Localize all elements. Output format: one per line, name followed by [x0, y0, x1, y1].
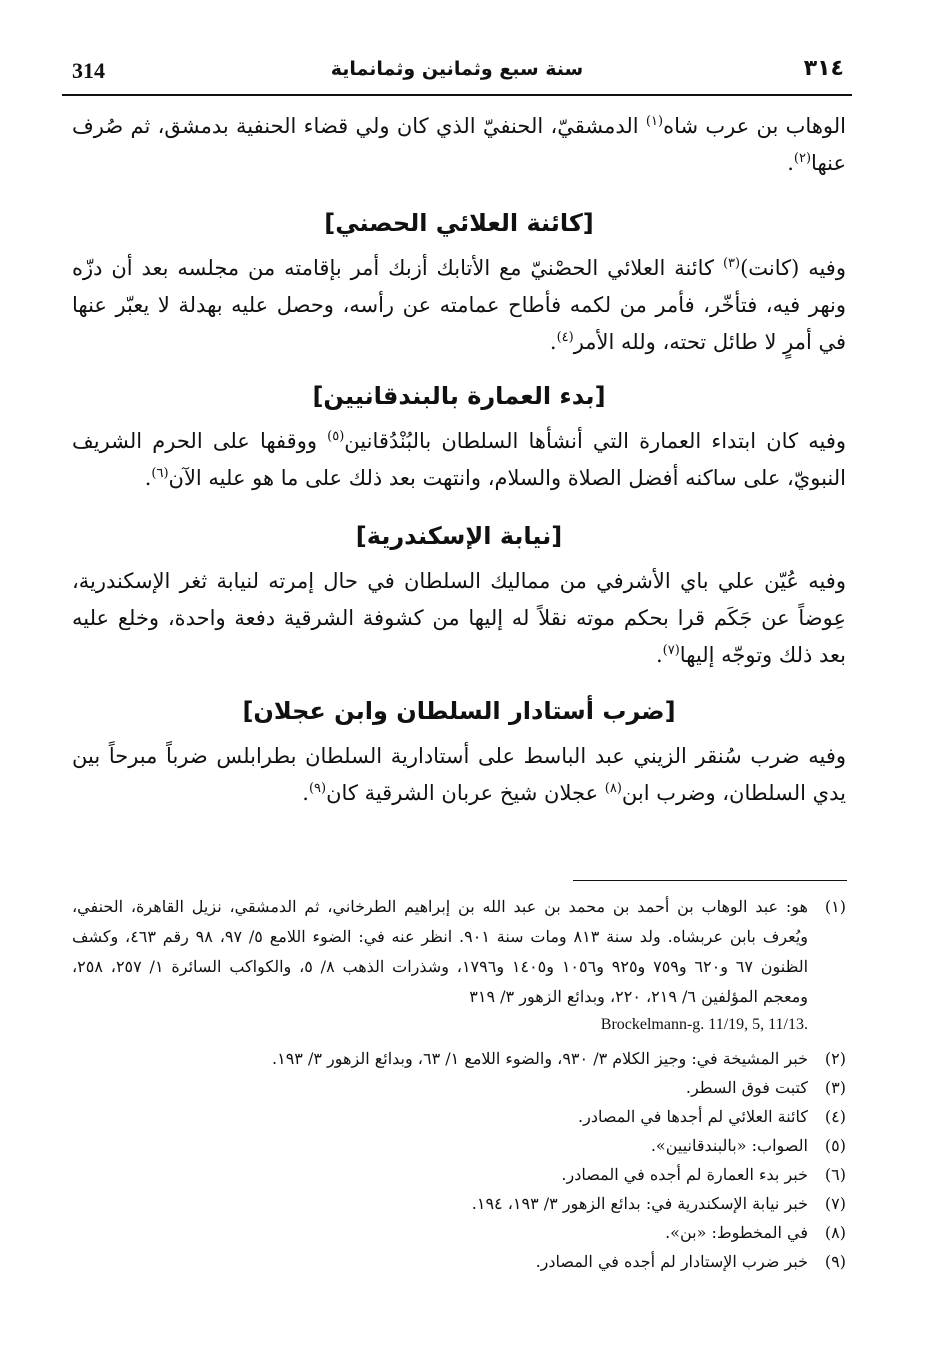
- footnote-number: (٥): [824, 1136, 846, 1155]
- footnote-ref-4: (٤): [556, 330, 574, 345]
- footnote-text: كائنة العلائي لم أجدها في المصادر.: [578, 1107, 808, 1126]
- footnote-item: [72, 1073, 846, 1102]
- section-heading-ustadar: [ضرب أستادار السلطان وابن عجلان]: [242, 697, 676, 725]
- footnote-number: (٢): [824, 1049, 846, 1068]
- footnote-text: كتبت فوق السطر.: [685, 1078, 808, 1097]
- footnote-ref-2: (٢): [793, 151, 812, 166]
- paragraph-5: وفيه ضرب سُنقر الزيني عبد الباسط على أستادارية السلطان بطرابلس ضرباً مبرحاً بين يدي السلطان، وضرب ابن$^{(٨)}$ عجلان شيخ عربان الشرقية كان$^{(٩)}$.: [72, 744, 846, 805]
- footnote-latin-reference: Brockelmann-g. 11/19, 5, 11/13.: [600, 1016, 808, 1033]
- section-heading-iskandariya: [نيابة الإسكندرية]: [355, 522, 563, 550]
- page-header: [62, 50, 852, 96]
- paragraph-4: وفيه عُيّن علي باي الأشرفي من مماليك السلطان في حال إمرته لنيابة ثغر الإسكندرية، عِوضاً عن جَكَم قرا بحكم موته نقلاً له إليها من كشوفة الشرقية دفعة واحدة، وخلع عليه بعد ذلك وتوجّه إليها$^{(٧)}$.: [72, 569, 846, 667]
- footnote-number: (٧): [824, 1194, 846, 1213]
- paragraph-1: الوهاب بن عرب شاه$^{(١)}$ الدمشقيّ، الحنفيّ الذي كان ولي قضاء الحنفية بدمشق، ثم صُرف عنها$^{(٢)}$.: [72, 114, 846, 175]
- main-text: [72, 104, 846, 812]
- footnote-ref-7: (٧): [662, 643, 680, 658]
- footnote-text: خبر نيابة الإسكندرية في: بدائع الزهور ٣/ ١٩٣، ١٩٤.: [471, 1194, 808, 1213]
- footnote-item: [72, 1044, 846, 1073]
- footnote-number: (٩): [824, 1252, 846, 1271]
- footnote-text: خبر ضرب الإستادار لم أجده في المصادر.: [535, 1252, 808, 1271]
- footnote-number: (٤): [824, 1107, 846, 1126]
- footnote-ref-8: (٨): [604, 781, 622, 796]
- footnote-text: في المخطوط: «بن».: [665, 1223, 808, 1242]
- running-title: سنة سبع وثمانين وثمانماية: [330, 58, 584, 80]
- footnote-text: خبر المشيخة في: وجيز الكلام ٣/ ٩٣٠، والضوء اللامع ١/ ٦٣، وبدائع الزهور ٣/ ١٩٣.: [272, 1049, 808, 1068]
- footnote-item: [72, 1160, 846, 1189]
- footnote-ref-5: (٥): [327, 429, 345, 444]
- footnote-item: [72, 892, 846, 1012]
- footnote-number: (٣): [824, 1078, 846, 1097]
- page-number-latin: 314: [72, 58, 105, 83]
- section-heading-imara: [بدء العمارة بالبندقانيين]: [312, 382, 606, 410]
- footnote-item: [72, 1247, 846, 1276]
- footnote-number: (١): [824, 897, 846, 916]
- paragraph-2: وفيه (كانت)$^{(٣)}$ كائنة العلائي الحصْنيّ مع الأتابك أزبك أمر بإقامته من مجلسه بعد أن دزّه ونهر فيه، فتأخّر، فأمر من لكمه فأطاح عمامته عن رأسه، وحصل عليه بهدلة لا يعبّر عنها في أمرٍ لا طائل تحته، ولله الأمر$^{(٤)}$.: [72, 256, 846, 354]
- footnote-number: (٦): [824, 1165, 846, 1184]
- footnote-text: هو: عبد الوهاب بن أحمد بن محمد بن عبد الله بن إبراهيم الطرخاني، ثم الدمشقي، نزيل القاهرة، الحنفي، ويُعرف بابن عربشاه. ولد سنة ٨١٣ ومات سنة ٩٠١. انظر عنه في: الضوء اللامع ٥/ ٩٧، ٩٨ رقم ٤٦٣، وكشف الظنون ٦٧ و٦٢٠ و٧٥٩ و٩٢٥ و١٠٥٦ و١٤٠٥ و١٧٩٦، وشذرات الذهب ٨/ ٥، والكواكب السائرة ١/ ٢٥٧، ٢٥٨، ومعجم المؤلفين ٦/ ٢١٩، ٢٢٠، وبدائع الزهور ٣/ ٣١٩: [72, 897, 809, 1006]
- footnote-item: [72, 1131, 846, 1160]
- footnote-item: [72, 1218, 846, 1247]
- footnote-ref-9: (٩): [308, 781, 327, 796]
- footnote-ref-6: (٦): [151, 466, 169, 481]
- section-heading-alai-hisni: [كائنة العلائي الحصني]: [324, 209, 594, 237]
- page-number-arabic: ٣١٤: [803, 56, 844, 81]
- paragraph-3: وفيه كان ابتداء العمارة التي أنشأها السلطان بالبُنْدُقانين$^{(٥)}$ ووقفها على الحرم الشريف النبويّ، على ساكنه أفضل الصلاة والسلام، وانتهت بعد ذلك على ما هو عليه الآن$^{(٦)}$.: [72, 429, 846, 490]
- footnote-separator: [573, 880, 847, 881]
- footnote-number: (٨): [824, 1223, 846, 1242]
- footnote-ref-3: (٣): [722, 256, 741, 271]
- footnotes: [72, 892, 846, 1276]
- footnote-text: خبر بدء العمارة لم أجده في المصادر.: [561, 1165, 808, 1184]
- footnote-ref-1: (١): [645, 114, 664, 129]
- footnote-item: [72, 1102, 846, 1131]
- footnote-text: الصواب: «بالبندقانيين».: [650, 1136, 808, 1155]
- footnote-item: [72, 1189, 846, 1218]
